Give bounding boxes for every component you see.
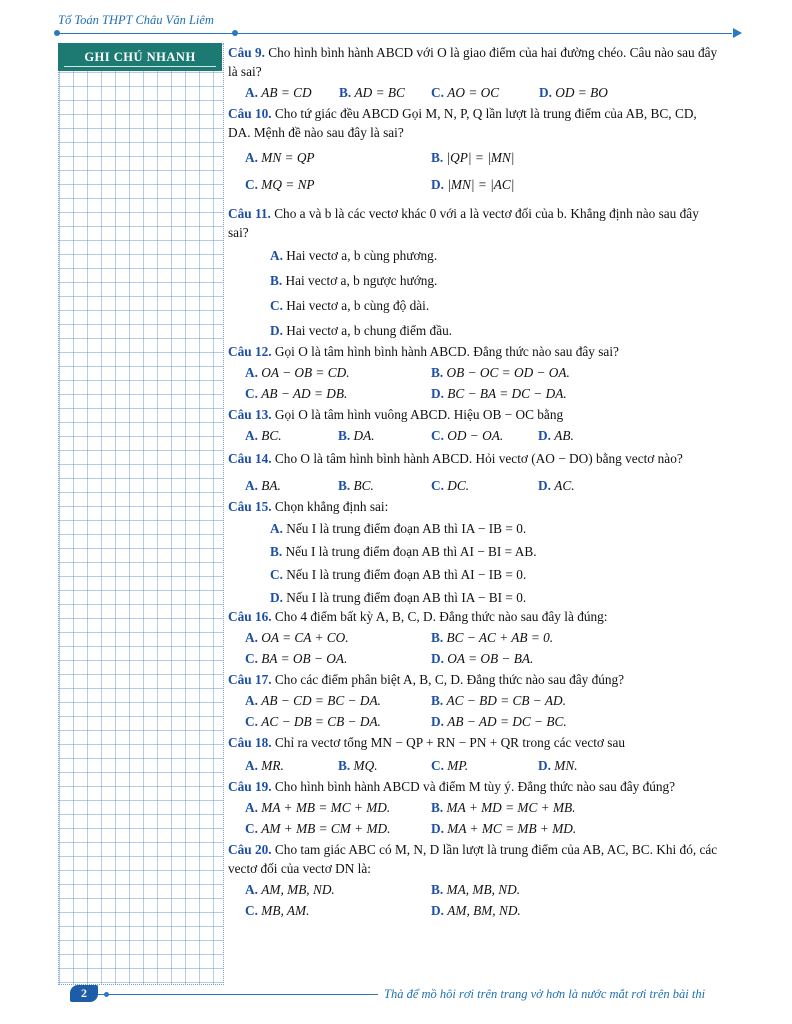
- option-c: C. AM + MB = CM + MD.: [245, 821, 391, 836]
- header-title: Tổ Toán THPT Châu Văn Liêm: [58, 13, 214, 27]
- option-a: A. OA − OB = CD.: [245, 365, 350, 380]
- q12-options-row2: [228, 384, 718, 403]
- footer-rule: [98, 994, 378, 995]
- notes-grid: [58, 43, 224, 985]
- option-d: D. BC − BA = DC − DA.: [431, 386, 567, 401]
- question-19: Câu 19. Cho hình bình hành ABCD và điểm M tùy ý. Đẳng thức nào sau đây đúng?: [228, 779, 676, 794]
- question-14: Câu 14. Cho O là tâm hình bình hành ABCD. Hỏi vectơ (AO − DO) bằng vectơ nào?: [228, 451, 683, 466]
- option-b: B. MA + MD = MC + MB.: [431, 800, 576, 815]
- option-a: A. AB = CD: [245, 85, 312, 100]
- footer-quote: Thà để mồ hôi rơi trên trang vở hơn là nước mắt rơi trên bài thi: [384, 987, 706, 1001]
- question-15: Câu 15. Chọn khẳng định sai:: [228, 499, 389, 514]
- option-a: A. Hai vectơ a, b cùng phương.: [270, 248, 438, 263]
- q20-options-row2: [228, 901, 718, 920]
- option-c: C. Hai vectơ a, b cùng độ dài.: [270, 298, 430, 313]
- option-a: A. BC.: [245, 428, 282, 443]
- option-a: A. AB − CD = BC − DA.: [245, 693, 381, 708]
- option-b: B. MA, MB, ND.: [431, 882, 521, 897]
- q20-options-row1: [228, 880, 718, 899]
- question-16: Câu 16. Cho 4 điểm bất kỳ A, B, C, D. Đẳng thức nào sau đây là đúng:: [228, 609, 608, 624]
- option-c: C. MQ = NP: [245, 177, 315, 192]
- option-d: D. Nếu I là trung điểm đoạn AB thì IA − BI = 0.: [270, 590, 527, 605]
- option-c: C. AO = OC: [431, 85, 500, 100]
- option-b: B. Nếu I là trung điểm đoạn AB thì AI − BI = AB.: [270, 544, 537, 559]
- option-b: B. OB − OC = OD − OA.: [431, 365, 570, 380]
- option-b: B. BC.: [338, 478, 374, 493]
- option-b: B. Hai vectơ a, b ngược hướng.: [270, 273, 438, 288]
- q9-options: [228, 83, 718, 102]
- option-b: B. |QP| = |MN|: [431, 150, 515, 165]
- option-c: C. Nếu I là trung điểm đoạn AB thì AI − IB = 0.: [270, 567, 527, 582]
- option-b: B. MQ.: [338, 758, 378, 773]
- q17-options-row2: [228, 712, 718, 731]
- option-c: C. OD − OA.: [431, 428, 504, 443]
- q15-options: [228, 519, 718, 607]
- option-a: A. Nếu I là trung điểm đoạn AB thì IA − IB = 0.: [270, 521, 527, 536]
- notes-label: GHI CHÚ NHANH: [58, 43, 222, 71]
- q10-options-row2: [228, 175, 718, 194]
- option-d: D. Hai vectơ a, b chung điểm đầu.: [270, 323, 453, 338]
- option-b: B. AC − BD = CB − AD.: [431, 693, 566, 708]
- question-list: [228, 43, 718, 922]
- question-20: Câu 20. Cho tam giác ABC có M, N, D lần lượt là trung điểm của AB, AC, BC. Khi đó, các vectơ đối của vectơ DN là:: [228, 842, 718, 876]
- option-b: B. BC − AC + AB = 0.: [431, 630, 554, 645]
- option-c: C. MP.: [431, 758, 469, 773]
- option-d: D. AM, BM, ND.: [431, 903, 521, 918]
- option-d: D. OA = OB − BA.: [431, 651, 534, 666]
- option-a: A. OA = CA + CO.: [245, 630, 349, 645]
- q17-options-row1: [228, 691, 718, 710]
- header-dot-mid: [232, 30, 238, 36]
- option-d: D. MN.: [538, 758, 578, 773]
- question-9: Câu 9. Cho hình bình hành ABCD với O là giao điểm của hai đường chéo. Câu nào sau đây là sai?: [228, 45, 718, 79]
- question-13: Câu 13. Gọi O là tâm hình vuông ABCD. Hiệu OB − OC bằng: [228, 407, 564, 422]
- option-b: B. AD = BC: [339, 85, 405, 100]
- q12-options-row1: [228, 363, 718, 382]
- option-d: D. AC.: [538, 478, 575, 493]
- option-d: D. |MN| = |AC|: [431, 177, 515, 192]
- q18-options: [228, 756, 718, 775]
- page-number: 2: [70, 985, 98, 1002]
- option-a: A. MN = QP: [245, 150, 315, 165]
- q19-options-row2: [228, 819, 718, 838]
- q9-a-text: AB = CD: [261, 85, 312, 100]
- header-rule: [56, 33, 732, 34]
- option-c: C. MB, AM.: [245, 903, 310, 918]
- option-a: A. BA.: [245, 478, 281, 493]
- q11-options: [228, 246, 718, 340]
- option-b: B. DA.: [338, 428, 375, 443]
- q10-options-row1: [228, 148, 718, 167]
- option-d: D. AB.: [538, 428, 574, 443]
- q19-options-row1: [228, 798, 718, 817]
- q13-options: [228, 426, 718, 445]
- question-11: Câu 11. Cho a và b là các vectơ khác 0 với a là vectơ đối của b. Khẳng định nào sau đây sai?: [228, 206, 699, 240]
- option-c: C. AC − DB = CB − DA.: [245, 714, 381, 729]
- question-12: Câu 12. Gọi O là tâm hình bình hành ABCD. Đẳng thức nào sau đây sai?: [228, 344, 619, 359]
- question-17: Câu 17. Cho các điểm phân biệt A, B, C, D. Đẳng thức nào sau đây đúng?: [228, 672, 625, 687]
- header-arrow-icon: [733, 28, 742, 38]
- question-10: Câu 10. Cho tứ giác đều ABCD Gọi M, N, P, Q lần lượt là trung điểm của AB, BC, CD, DA. Mệnh đề nào sau đây là sai?: [228, 106, 697, 140]
- option-c: C. DC.: [431, 478, 470, 493]
- option-d: D. OD = BO: [539, 85, 608, 100]
- option-c: C. BA = OB − OA.: [245, 651, 348, 666]
- option-c: C. AB − AD = DB.: [245, 386, 348, 401]
- option-a: A. MR.: [245, 758, 284, 773]
- q16-options-row1: [228, 628, 718, 647]
- option-a: A. MA + MB = MC + MD.: [245, 800, 391, 815]
- option-d: D. AB − AD = DC − BC.: [431, 714, 567, 729]
- question-18: Câu 18. Chỉ ra vectơ tổng MN − QP + RN − PN + QR trong các vectơ sau: [228, 735, 626, 750]
- q16-options-row2: [228, 649, 718, 668]
- q14-options: [228, 476, 718, 495]
- option-a: A. AM, MB, ND.: [245, 882, 335, 897]
- option-d: D. MA + MC = MB + MD.: [431, 821, 577, 836]
